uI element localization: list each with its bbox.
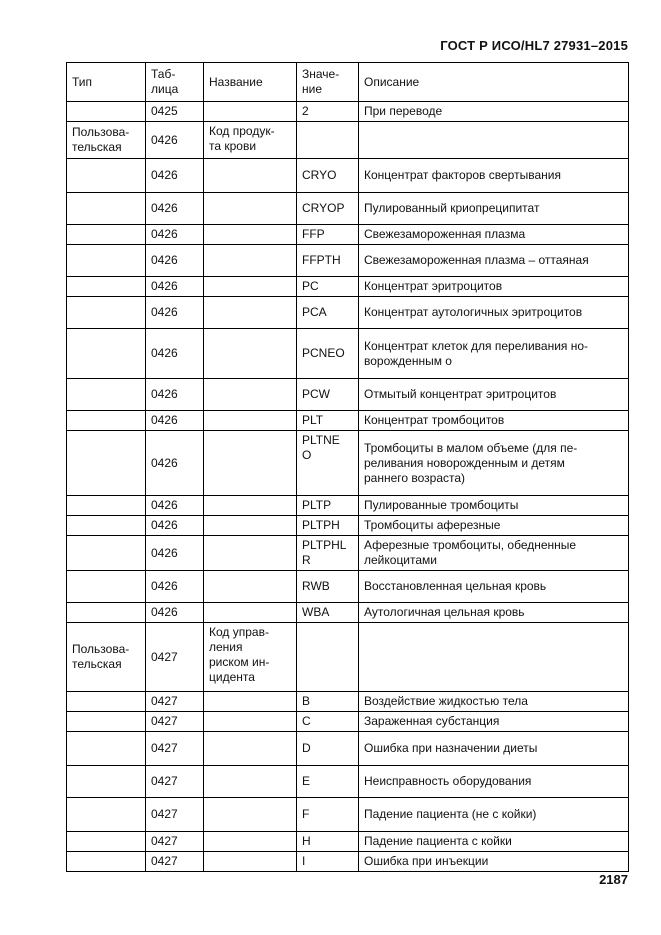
cell-table-no: 0427: [146, 832, 204, 852]
cell-type: [67, 159, 146, 193]
cell-table-no: 0426: [146, 277, 204, 297]
cell-name: Код продук- та крови: [204, 122, 297, 159]
cell-type: Пользова- тельская: [67, 122, 146, 159]
cell-description: [359, 122, 629, 159]
cell-name: [204, 516, 297, 536]
cell-value: D: [297, 732, 359, 766]
cell-table-no: 0426: [146, 536, 204, 571]
cell-value: [297, 122, 359, 159]
cell-name: [204, 536, 297, 571]
table-row: [67, 102, 629, 122]
cell-value: PLTNE O: [297, 431, 359, 496]
cell-table-no: 0426: [146, 297, 204, 329]
cell-description: Ошибка при назначении диеты: [359, 732, 629, 766]
cell-table-no: 0426: [146, 159, 204, 193]
cell-type: [67, 225, 146, 245]
cell-description: Зараженная субстанция: [359, 712, 629, 732]
cell-type: [67, 766, 146, 798]
cell-table-no: 0426: [146, 245, 204, 277]
cell-table-no: 0426: [146, 122, 204, 159]
cell-description: Отмытый концентрат эритроцитов: [359, 379, 629, 411]
table-row: [67, 277, 629, 297]
cell-type: [67, 329, 146, 379]
table-row: [67, 798, 629, 832]
cell-name: [204, 329, 297, 379]
table-row: [67, 516, 629, 536]
table-row: [67, 379, 629, 411]
table-row: [67, 297, 629, 329]
cell-type: [67, 379, 146, 411]
cell-type: [67, 193, 146, 225]
cell-value: 2: [297, 102, 359, 122]
cell-type: Пользова- тельская: [67, 623, 146, 692]
cell-type: [67, 102, 146, 122]
page-number: 2187: [599, 872, 628, 887]
cell-name: [204, 798, 297, 832]
cell-description: Концентрат факторов свертывания: [359, 159, 629, 193]
cell-table-no: 0427: [146, 712, 204, 732]
code-table: [66, 62, 629, 872]
cell-type: [67, 496, 146, 516]
cell-value: PLTPHL R: [297, 536, 359, 571]
cell-type: [67, 798, 146, 832]
column-header-name: Название: [204, 63, 297, 102]
cell-table-no: 0426: [146, 225, 204, 245]
cell-type: [67, 536, 146, 571]
cell-type: [67, 832, 146, 852]
cell-value: PLT: [297, 411, 359, 431]
cell-name: [204, 852, 297, 872]
column-header-type: Тип: [67, 63, 146, 102]
cell-table-no: 0427: [146, 852, 204, 872]
cell-name: [204, 277, 297, 297]
column-header-table-no: Таб- лица: [146, 63, 204, 102]
cell-value: WBA: [297, 603, 359, 623]
cell-table-no: 0427: [146, 623, 204, 692]
cell-name: [204, 245, 297, 277]
cell-description: Свежезамороженная плазма: [359, 225, 629, 245]
cell-type: [67, 277, 146, 297]
cell-name: [204, 692, 297, 712]
cell-description: Аферезные тромбоциты, обедненные лейкоцитами: [359, 536, 629, 571]
cell-value: E: [297, 766, 359, 798]
cell-description: [359, 623, 629, 692]
table-row: [67, 193, 629, 225]
cell-name: [204, 102, 297, 122]
table-row: [67, 732, 629, 766]
cell-table-no: 0426: [146, 379, 204, 411]
cell-value: [297, 623, 359, 692]
cell-table-no: 0425: [146, 102, 204, 122]
cell-type: [67, 571, 146, 603]
cell-value: PC: [297, 277, 359, 297]
cell-description: Концентрат тромбоцитов: [359, 411, 629, 431]
cell-name: [204, 766, 297, 798]
table-row: [67, 571, 629, 603]
cell-table-no: 0426: [146, 516, 204, 536]
cell-name: [204, 193, 297, 225]
cell-type: [67, 852, 146, 872]
cell-table-no: 0426: [146, 193, 204, 225]
table-row: [67, 329, 629, 379]
cell-description: Пулированный криопреципитат: [359, 193, 629, 225]
standard-header: ГОСТ Р ИСО/HL7 27931–2015: [440, 38, 628, 53]
cell-table-no: 0427: [146, 766, 204, 798]
cell-description: Свежезамороженная плазма – оттаяная: [359, 245, 629, 277]
cell-description: Концентрат клеток для переливания но- ворожденным о: [359, 329, 629, 379]
table-row: [67, 245, 629, 277]
table-row: [67, 766, 629, 798]
cell-type: [67, 245, 146, 277]
cell-name: [204, 571, 297, 603]
cell-table-no: 0427: [146, 732, 204, 766]
cell-table-no: 0426: [146, 603, 204, 623]
table-row: [67, 536, 629, 571]
cell-type: [67, 692, 146, 712]
column-header-description: Описание: [359, 63, 629, 102]
cell-description: Неисправность оборудования: [359, 766, 629, 798]
cell-table-no: 0426: [146, 329, 204, 379]
table-row: [67, 159, 629, 193]
table-row: [67, 122, 629, 159]
cell-description: Концентрат эритроцитов: [359, 277, 629, 297]
cell-value: CRYO: [297, 159, 359, 193]
cell-description: Ошибка при инъекции: [359, 852, 629, 872]
cell-value: PCA: [297, 297, 359, 329]
cell-name: [204, 431, 297, 496]
cell-value: CRYOP: [297, 193, 359, 225]
table-row: [67, 225, 629, 245]
cell-type: [67, 603, 146, 623]
cell-table-no: 0426: [146, 496, 204, 516]
table-body: [67, 102, 629, 872]
table-header-row: [67, 63, 629, 102]
cell-name: [204, 832, 297, 852]
cell-description: Падение пациента (не с койки): [359, 798, 629, 832]
cell-type: [67, 712, 146, 732]
cell-value: B: [297, 692, 359, 712]
cell-description: Пулированные тромбоциты: [359, 496, 629, 516]
cell-description: Аутологичная цельная кровь: [359, 603, 629, 623]
cell-value: PCW: [297, 379, 359, 411]
cell-value: PLTPH: [297, 516, 359, 536]
cell-table-no: 0426: [146, 431, 204, 496]
cell-value: FFPTH: [297, 245, 359, 277]
cell-table-no: 0426: [146, 411, 204, 431]
cell-name: [204, 496, 297, 516]
cell-value: F: [297, 798, 359, 832]
table-row: [67, 431, 629, 496]
table-row: [67, 411, 629, 431]
cell-name: [204, 379, 297, 411]
column-header-value: Значе- ние: [297, 63, 359, 102]
cell-table-no: 0427: [146, 798, 204, 832]
cell-name: [204, 411, 297, 431]
cell-type: [67, 411, 146, 431]
cell-table-no: 0426: [146, 571, 204, 603]
cell-name: Код управ- ления риском ин- цидента: [204, 623, 297, 692]
cell-type: [67, 732, 146, 766]
cell-value: PLTP: [297, 496, 359, 516]
cell-name: [204, 732, 297, 766]
cell-value: H: [297, 832, 359, 852]
cell-name: [204, 225, 297, 245]
cell-name: [204, 159, 297, 193]
cell-value: C: [297, 712, 359, 732]
table-row: [67, 712, 629, 732]
table-row: [67, 496, 629, 516]
cell-description: Концентрат аутологичных эритроцитов: [359, 297, 629, 329]
cell-name: [204, 297, 297, 329]
cell-value: I: [297, 852, 359, 872]
table-row: [67, 692, 629, 712]
cell-type: [67, 297, 146, 329]
cell-name: [204, 712, 297, 732]
cell-description: Падение пациента с койки: [359, 832, 629, 852]
cell-type: [67, 431, 146, 496]
cell-description: Воздействие жидкостью тела: [359, 692, 629, 712]
cell-name: [204, 603, 297, 623]
cell-value: FFP: [297, 225, 359, 245]
cell-table-no: 0427: [146, 692, 204, 712]
cell-type: [67, 516, 146, 536]
cell-description: При переводе: [359, 102, 629, 122]
table-row: [67, 832, 629, 852]
cell-description: Восстановленная цельная кровь: [359, 571, 629, 603]
table-row: [67, 623, 629, 692]
table-row: [67, 603, 629, 623]
cell-value: PCNEO: [297, 329, 359, 379]
cell-description: Тромбоциты в малом объеме (для пе- реливания новорожденным и детям раннего возраста): [359, 431, 629, 496]
table-row: [67, 852, 629, 872]
cell-value: RWB: [297, 571, 359, 603]
cell-description: Тромбоциты аферезные: [359, 516, 629, 536]
